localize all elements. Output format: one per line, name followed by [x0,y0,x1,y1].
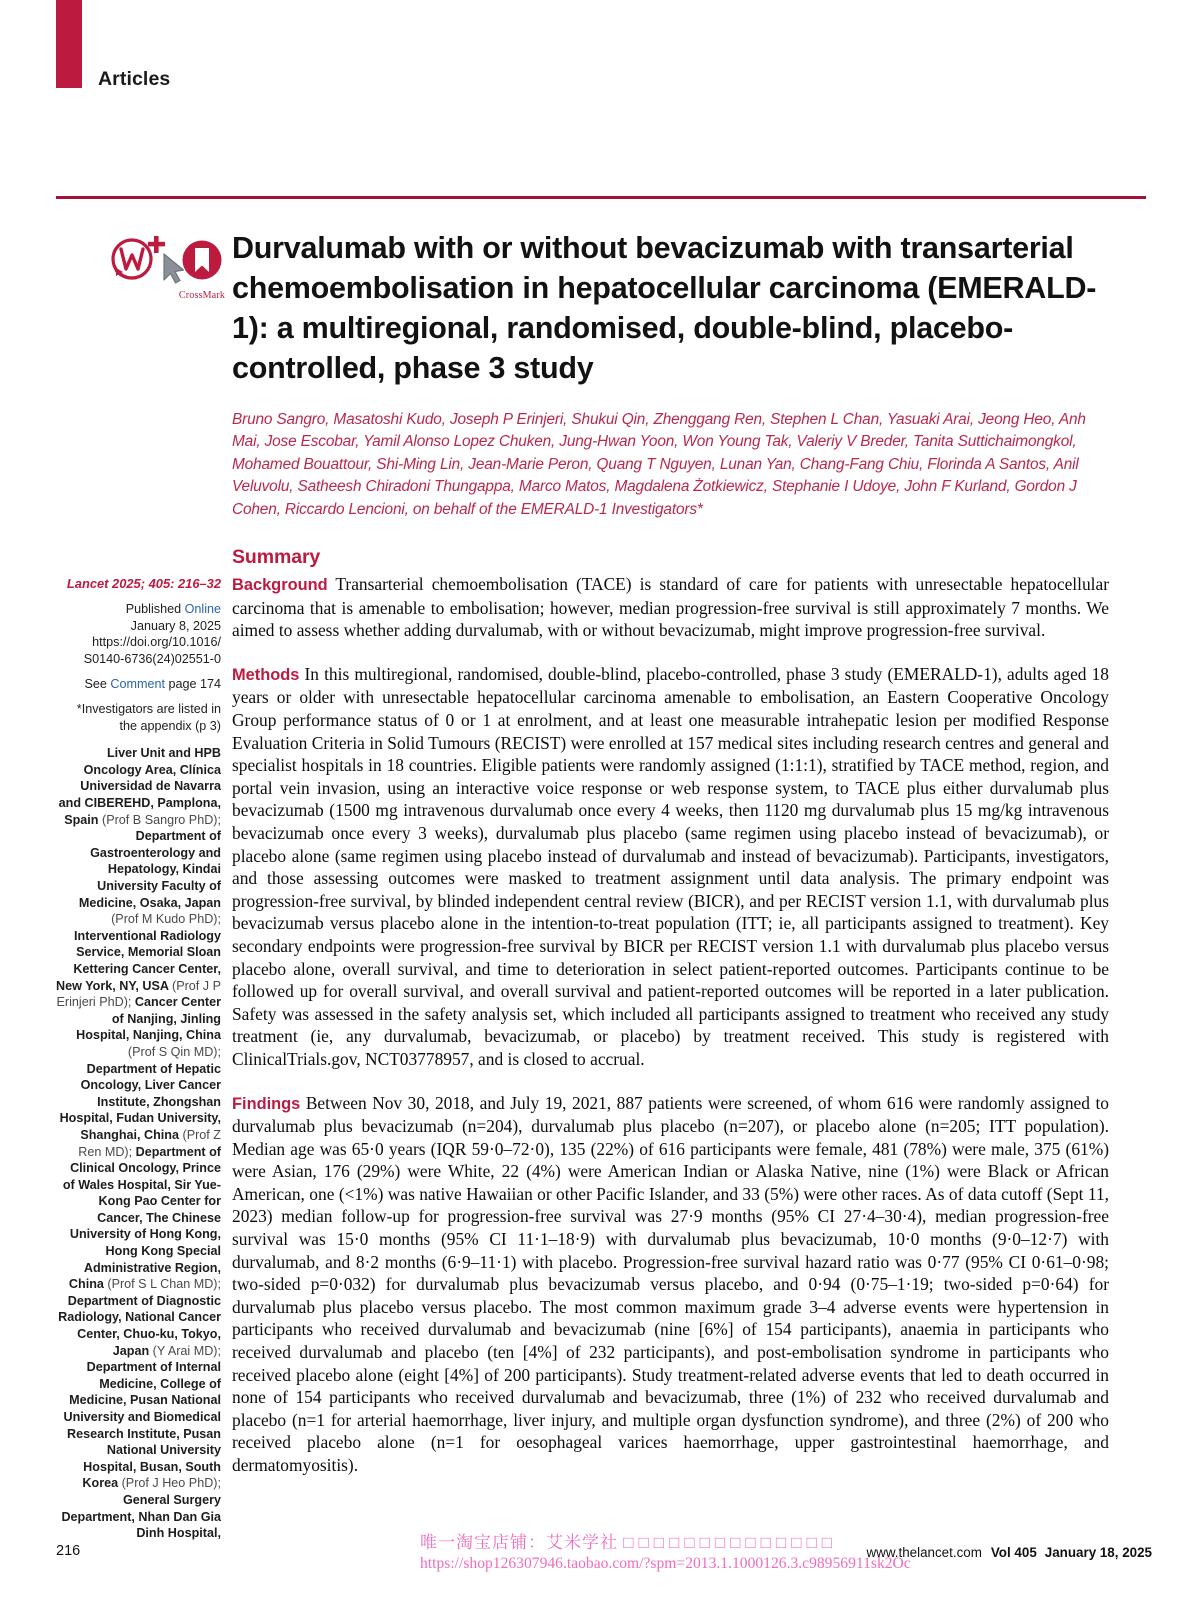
running-head-accent-bar [56,0,82,88]
summary-heading: Summary [232,546,321,569]
doi-line-2[interactable]: S0140-6736(24)02551-0 [83,651,221,666]
published-online-link[interactable]: Online [184,602,221,617]
abstract-text-background: Transarterial chemoembolisation (TACE) is standard of care for patients with unresectable hepatocellular carcinoma that is amenable to embolisation; however, median progression-free survival is still approximately 7 months. We aimed to assess whether adding durvalumab, with or without bevacizumab, might improve progression-free survival. [232,574,1109,641]
see-comment-prefix: See [84,677,111,692]
running-head-label: Articles [98,68,171,90]
crossmark-icon [108,232,226,310]
crossmark-logo[interactable] [108,232,226,310]
affiliation-institution: Cancer Center of Nanjing, Jinling Hospital, Nanjing, China [76,995,221,1043]
abstract-paragraph-background [232,573,1109,642]
affiliation-institution: Department of Gastroenterology and Hepatology, Kindai University Faculty of Medicine, Osaka, Japan [78,829,221,910]
affiliation-institution: Department of Hepatic Oncology, Liver Cancer Institute, Zhongshan Hospital, Fudan University, Shanghai, China [59,1061,221,1142]
affiliation-institution: Liver Unit and HPB Oncology Area, Clínica Universidad de Navarra and CIBEREHD, Pamplona, Spain [58,746,221,827]
svg-text:CrossMark: CrossMark [178,290,226,301]
see-comment-link[interactable]: Comment [110,677,165,692]
affiliation-institution: Interventional Radiology Service, Memorial Sloan Kettering Cancer Center, New York, NY, USA [56,928,221,993]
watermark-tofu-boxes: □□□□□□□□□□□□□□ [623,1533,838,1552]
abstract-text-findings: Between Nov 30, 2018, and July 19, 2021, 887 patients were screened, of whom 616 were randomly assigned to durvalumab plus bevacizumab (n=204), durvalumab plus placebo (n=207), or placebo alone (n=205; ITT population). Median age was 65·0 years (IQR 59·0–72·0), 135 (22%) of 616 participants were female, 481 (78%) were male, 375 (61%) were Asian, 176 (29%) were White, 22 (4%) were American Indian or Alaska Native, nine (1%) were Black or African American, one (<1%) was native Hawaiian or other Pacific Islander, and 33 (5%) were other races. As of data cutoff (Sept 11, 2023) median follow-up for progression-free survival was 27·9 months (95% CI 27·4–30·4), median progression-free survival was 15·0 months (95% CI 11·1–18·9) with durvalumab plus bevacizumab, 10·0 months (9·0–12·7) with durvalumab, and 8·2 months (6·9–11·1) with placebo. Progression-free survival hazard ratio was 0·77 (95% CI 0·61–0·98; two-sided p=0·032) for durvalumab plus bevacizumab versus placebo, and 0·94 (0·75–1·19; two-sided p=0·64) for durvalumab plus placebo versus placebo. The most common maximum grade 3–4 adverse events were hypertension in participants who received durvalumab and bevacizumab (nine [6%] of 154 participants), anaemia in participants who received durvalumab and placebo (ten [4%] of 232 participants), and post-embolisation syndrome in participants who received placebo alone (eight [4%] of 200 participants). Study treatment-related adverse events that led to death occurred in none of 154 participants who received durvalumab and bevacizumab, three (1%) of 232 who received durvalumab and placebo (n=1 for arterial haemorrhage, liver injury, and multiple organ dysfunction syndrome), and three (2%) of 200 who received placebo alone (n=1 for oesophageal varices haemorrhage, upper gastrointestinal haemorrhage, and dermatomyositis). [232,1092,1109,1475]
see-comment-block [56,676,221,692]
affiliation-institution: Department of Clinical Oncology, Prince of Wales Hospital, Sir Yue-Kong Pao Center for Cancer, The Chinese University of Hong Kong, Hong Kong Special Administrative Region, China [62,1144,221,1292]
abstract-body [232,573,1109,1477]
footer-journal-info [867,1545,1152,1560]
affiliation-institution: General Surgery Department, Nhan Dan Gia Dinh Hospital, [61,1492,221,1541]
published-date: January 8, 2025 [130,618,221,633]
footer-website[interactable]: www.thelancet.com [866,1545,982,1560]
affiliation-author-role: (Prof J Heo PhD); [121,1476,221,1491]
affiliation-institution: Department of Diagnostic Radiology, National Cancer Center, Chuo-ku, Tokyo, Japan [58,1293,221,1358]
journal-citation: Lancet 2025; 405: 216–32 [66,576,221,591]
abstract-paragraph-methods [232,663,1109,1071]
author-list: Bruno Sangro, Masatoshi Kudo, Joseph P Erinjeri, Shukui Qin, Zhenggang Ren, Stephen L Chan, Yasuaki Arai, Jeong Heo, Anh Mai, Jose Escobar, Yamil Alonso Lopez Chuken, Jung-Hwan Yoon, Won Young Tak, Valeriy V Breder, Tanita Suttichaimongkol, Mohamed Bouattour, Shi-Ming Lin, Jean-Marie Peron, Quang T Nguyen, Lunan Yan, Chang-Fang Chiu, Florinda A Santos, Anil Veluvolu, Satheesh Chiradoni Thungappa, Marco Matos, Magdalena Żotkiewicz, Stephanie I Udoye, John F Kurland, Gordon J Cohen, Riccardo Lencioni, on behalf of the EMERALD-1 Investigators* [232,411,1086,518]
watermark-url: https://shop126307946.taobao.com/?spm=2013.1.1000126.3.c98956911sk2Oc [420,1555,911,1572]
abstract-text-methods: In this multiregional, randomised, double-blind, placebo-controlled, phase 3 study (EMERALD-1), adults aged 18 years or older with unresectable hepatocellular carcinoma amenable to embolisation, an Eastern Cooperative Oncology Group performance status of 0 or 1 at enrolment, and at least one measurable intrahepatic lesion per modified Response Evaluation Criteria in Solid Tumours (RECIST) were enrolled at 157 medical sites including research centres and general and specialist hospitals in 18 countries. Eligible patients were randomly assigned (1:1:1), stratified by TACE method, region, and portal vein invasion, using an interactive voice response or web response system, to TACE plus either durvalumab plus bevacizumab (1500 mg intravenous durvalumab once every 4 weeks, then 1120 mg durvalumab plus 15 mg/kg intravenous bevacizumab once every 3 weeks), durvalumab plus placebo (same regimen using placebo instead of bevacizumab), or placebo alone (same regimen using placebo instead of durvalumab and instead of bevacizumab). Participants, investigators, and those assessing outcomes were masked to treatment assignment until data analysis. The primary endpoint was progression-free survival, by blinded independent central review (BICR), and per RECIST version 1.1, with durvalumab plus bevacizumab versus placebo alone in the intention-to-treat population (ITT; ie, all participants assigned to treatment). Key secondary endpoints were progression-free survival by BICR per RECIST version 1.1 with durvalumab plus placebo versus placebo alone, overall survival, and time to deterioration in select patient-reported outcomes. Participants continue to be followed up for overall survival, and overall survival and patient-reported outcomes will be reported in a later publication. Safety was assessed in the safety analysis set, which included all participants assigned to treatment who received any study treatment (ie, any durvalumab, bevacizumab, or placebo) by treatment received. This study is registered with ClinicalTrials.gov, NCT03778957, and is closed to accrual. [232,663,1109,1069]
affiliation-author-role: (Prof S L Chan MD); [107,1277,221,1292]
affiliation-author-role: (Prof B Sangro PhD); [102,812,221,827]
article-main-column [232,228,1109,1498]
affiliation-author-role: (Y Arai MD); [152,1343,221,1358]
abstract-label-findings: Findings [232,1094,301,1113]
affiliation-author-role: (Prof J P Erinjeri PhD); [56,978,221,1010]
margin-notes-column [56,576,221,1542]
doi-line-1[interactable]: https://doi.org/10.1016/ [92,635,221,650]
see-comment-suffix: page 174 [164,677,221,692]
affiliation-author-role: (Prof M Kudo PhD); [111,912,221,927]
abstract-label-background: Background [232,576,328,595]
affiliation-author-role: (Prof Z Ren MD); [78,1127,221,1159]
published-online-block [56,601,221,667]
affiliations-list [56,745,221,1542]
article-title: Durvalumab with or without bevacizumab with transarterial chemoembolisation in hepatocellular carcinoma (EMERALD-1): a multiregional, randomised, double-blind, placebo-controlled, phase 3 study [232,231,1097,385]
published-online-label: Published [125,602,182,617]
header-divider-rule [56,196,1146,199]
investigators-footnote: *Investigators are listed in the appendix (p 3) [76,702,221,733]
page-number: 216 [56,1543,81,1559]
abstract-paragraph-findings [232,1092,1109,1477]
abstract-label-methods: Methods [232,665,300,684]
watermark-shop-text: 唯一淘宝店铺：艾米学社 [420,1533,618,1552]
affiliation-institution: Department of Internal Medicine, College of Medicine, Pusan National University and Biomedical Research Institute, Pusan National University Hospital, Busan, South Korea [63,1360,221,1491]
affiliation-author-role: (Prof S Qin MD); [127,1044,221,1059]
footer-volume: Vol 405 [990,1545,1037,1560]
footer-date: January 18, 2025 [1044,1545,1152,1560]
